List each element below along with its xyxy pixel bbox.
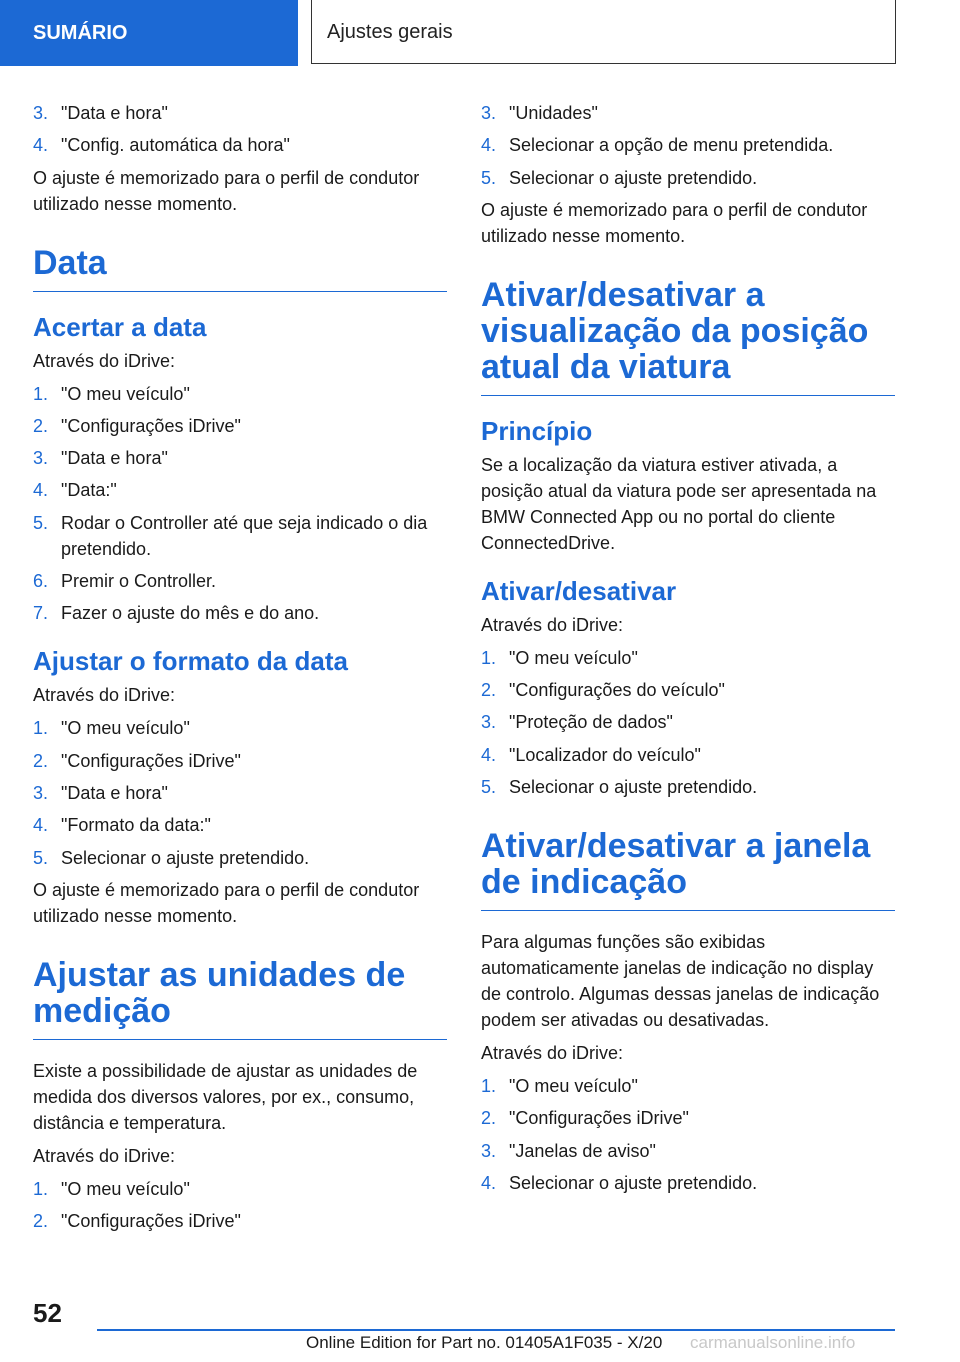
list-item-text: "Localizador do veículo" — [509, 744, 701, 765]
list-item-text: "Proteção de dados" — [509, 712, 673, 733]
list-item-text: "Formato da data:" — [61, 815, 211, 836]
list-item — [481, 132, 895, 158]
list-item — [481, 742, 895, 768]
list-item — [33, 780, 447, 806]
list-item-number: 1. — [33, 383, 49, 404]
subsection-heading: Ajustar o formato da data — [33, 646, 348, 677]
list-item-text: "Config. automática da hora" — [61, 135, 290, 156]
list-item-number: 2. — [33, 750, 49, 771]
list-item-number: 3. — [481, 1140, 497, 1161]
list-item-number: 4. — [33, 480, 49, 501]
list-item — [481, 677, 895, 703]
section-heading: Ativar/desativar a janela de indicação — [481, 828, 895, 911]
list-item — [33, 100, 447, 126]
section-heading: Data — [33, 245, 447, 292]
list-item-text: "O meu veículo" — [509, 1076, 638, 1097]
paragraph: O ajuste é memorizado para o perfil de condutor utilizado nesse momento. — [33, 879, 420, 926]
list-item-number: 2. — [33, 415, 49, 436]
list-item — [33, 845, 447, 871]
list-item — [481, 774, 895, 800]
list-item — [33, 600, 447, 626]
list-item-text: "Data e hora" — [61, 782, 168, 803]
paragraph: O ajuste é memorizado para o perfil de condutor utilizado nesse momento. — [481, 199, 868, 246]
list-item-number: 4. — [481, 135, 497, 156]
list-item-text: "Configurações do veículo" — [509, 680, 725, 701]
list-item-text: "Configurações iDrive" — [509, 1108, 689, 1129]
list-item-number: 4. — [481, 744, 497, 765]
page-number: 52 — [33, 1298, 62, 1328]
tab-section-title: Ajustes gerais — [311, 0, 896, 64]
list-item — [33, 1208, 447, 1234]
list-item — [33, 510, 447, 562]
list-item-text: "Janelas de aviso" — [509, 1140, 656, 1161]
list-item — [481, 709, 895, 735]
list-item-number: 5. — [33, 847, 49, 868]
list-item-text: "Data:" — [61, 480, 117, 501]
footer-divider — [97, 1329, 895, 1331]
list-item-text: "O meu veículo" — [61, 718, 190, 739]
list-item-number: 1. — [481, 647, 497, 668]
subsection-heading: Acertar a data — [33, 311, 207, 342]
list-item — [481, 645, 895, 671]
subsection-heading: Ativar/desativar — [481, 575, 677, 606]
list-item-text: "Configurações iDrive" — [61, 1211, 241, 1232]
list-item-number: 5. — [481, 167, 497, 188]
paragraph: Através do iDrive: — [33, 1145, 176, 1166]
list-item-text: Selecionar o ajuste pretendido. — [509, 777, 758, 798]
list-item — [481, 100, 895, 126]
list-item-text: Fazer o ajuste do mês e do ano. — [61, 603, 320, 624]
list — [481, 645, 895, 800]
list-item-number: 5. — [33, 512, 49, 533]
list-item-number: 6. — [33, 571, 49, 592]
paragraph: Para algumas funções são exibidas automaticamente janelas de indicação no display de controlo. Algumas dessas janelas de indicação podem ser ativadas ou desativadas. — [481, 932, 880, 1031]
list-item-text: "O meu veículo" — [509, 647, 638, 668]
list-item — [481, 1138, 895, 1164]
header-bar — [0, 0, 960, 66]
list-item — [33, 568, 447, 594]
list — [33, 1176, 447, 1234]
list-item-number: 1. — [481, 1076, 497, 1097]
list-item — [33, 413, 447, 439]
list-item-number: 2. — [481, 1108, 497, 1129]
list-item — [33, 132, 447, 158]
list-item-number: 4. — [481, 1172, 497, 1193]
list-item-number: 7. — [33, 603, 49, 624]
list-item-text: Premir o Controller. — [61, 571, 217, 592]
paragraph: Através do iDrive: — [481, 1043, 624, 1064]
list-item — [481, 165, 895, 191]
list — [33, 715, 447, 870]
list-item-text: "Unidades" — [509, 103, 598, 123]
list-item-number: 5. — [481, 777, 497, 798]
tab-sumario[interactable]: SUMÁRIO — [0, 0, 298, 66]
left-column — [33, 100, 447, 1240]
list-item-text: "Configurações iDrive" — [61, 750, 241, 771]
list-item-text: "O meu veículo" — [61, 1178, 190, 1199]
list-item-number: 3. — [481, 103, 497, 123]
paragraph: Através do iDrive: — [33, 685, 176, 706]
section-heading: Ajustar as unidades de medição — [33, 957, 447, 1040]
list-item-text: Selecionar o ajuste pretendido. — [61, 847, 310, 868]
list-item-text: "Configurações iDrive" — [61, 415, 241, 436]
list — [33, 100, 447, 158]
list-item — [33, 812, 447, 838]
list-item — [33, 1176, 447, 1202]
edition-label: Online Edition for Part no. 01405A1F035 - X/20 — [306, 1333, 663, 1352]
list-item — [33, 381, 447, 407]
list-item — [33, 477, 447, 503]
right-column — [481, 100, 895, 1202]
list-item-number: 2. — [481, 680, 497, 701]
list-item — [33, 748, 447, 774]
list-item-number: 4. — [33, 815, 49, 836]
list-item — [33, 445, 447, 471]
list-item-number: 4. — [33, 135, 49, 156]
section-heading: Ativar/desativar a visualização da posição atual da viatura — [481, 277, 895, 396]
list-item — [481, 1170, 895, 1196]
list-item — [481, 1073, 895, 1099]
list-item-number: 1. — [33, 718, 49, 739]
list-item-number: 3. — [33, 782, 49, 803]
list-item-number: 1. — [33, 1178, 49, 1199]
list-item — [481, 1105, 895, 1131]
list-item — [33, 715, 447, 741]
list-item-text: Rodar o Controller até que seja indicado o dia pretendido. — [61, 512, 428, 559]
watermark: carmanualsonline.info — [690, 1333, 856, 1352]
list-item-text: "Data e hora" — [61, 448, 168, 469]
paragraph: Se a localização da viatura estiver ativada, a posição atual da viatura pode ser apresentada na BMW Connected App ou no portal do cliente ConnectedDrive. — [481, 454, 877, 553]
list-item-text: Selecionar a opção de menu pretendida. — [509, 135, 834, 156]
list-item-number: 3. — [33, 103, 49, 123]
paragraph: Através do iDrive: — [481, 614, 624, 635]
list — [481, 100, 895, 191]
list-item-number: 3. — [481, 712, 497, 733]
list — [481, 1073, 895, 1196]
paragraph: Existe a possibilidade de ajustar as unidades de medida dos diversos valores, por ex., consumo, distância e temperatura. — [33, 1060, 418, 1133]
list-item-number: 2. — [33, 1211, 49, 1232]
list-item-number: 3. — [33, 448, 49, 469]
list-item-text: Selecionar o ajuste pretendido. — [509, 1172, 758, 1193]
list-item-text: "Data e hora" — [61, 103, 168, 123]
paragraph: O ajuste é memorizado para o perfil de condutor utilizado nesse momento. — [33, 167, 420, 214]
list-item-text: Selecionar o ajuste pretendido. — [509, 167, 758, 188]
list-item-text: "O meu veículo" — [61, 383, 190, 404]
paragraph: Através do iDrive: — [33, 350, 176, 371]
list — [33, 381, 447, 627]
subsection-heading: Princípio — [481, 415, 593, 446]
